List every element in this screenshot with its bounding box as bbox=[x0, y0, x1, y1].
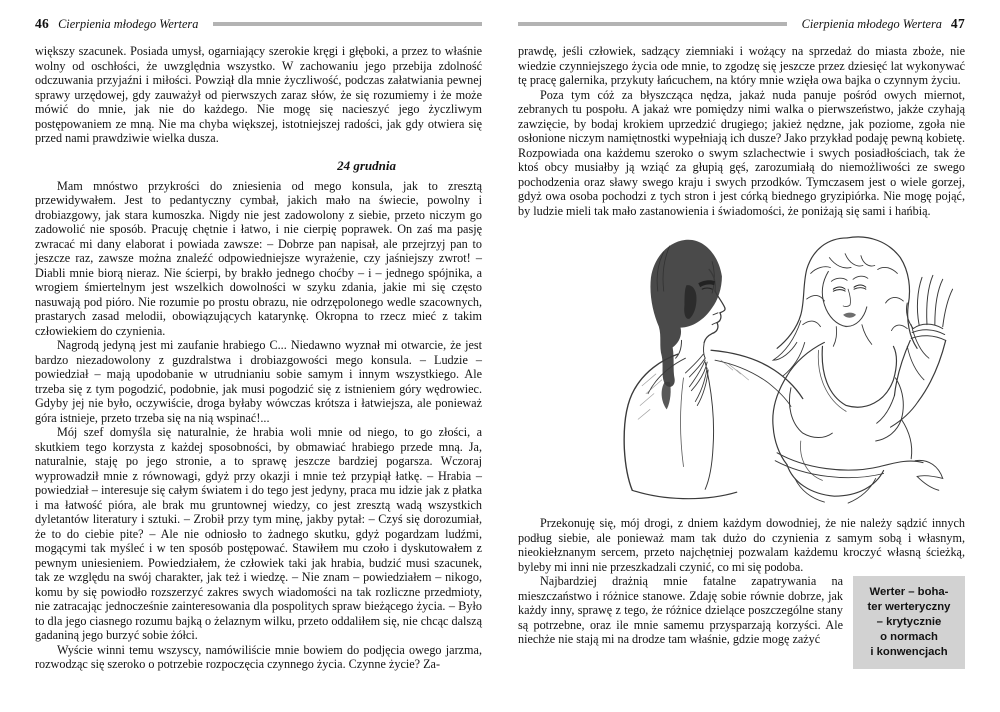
page-number: 47 bbox=[950, 16, 965, 31]
header-rule bbox=[213, 22, 482, 26]
page-right bbox=[518, 0, 965, 712]
margin-note-line: i konwencjach bbox=[870, 646, 948, 658]
pencil-sketch-man-and-woman bbox=[618, 232, 954, 508]
running-title: Cierpienia młodego Wertera bbox=[801, 16, 942, 31]
page-number: 46 bbox=[35, 16, 50, 31]
margin-note bbox=[853, 576, 965, 669]
margin-note-line: – krytycznie bbox=[876, 616, 942, 628]
page-left bbox=[35, 0, 482, 712]
page-body bbox=[35, 44, 482, 672]
body-paragraph: Nagrodą jedyną jest mi zaufanie hrabiego C... Niedawno wyznał mi otwarcie, że jest bardzo niezadowolony z guzdralstwa i drobiazgowości mego konsula. – Ludzie – powiedział – mają upodobanie w utrudnianiu sobie samym i innym wszystkiego. Ale trzeba się z tym pogodzić, podobnie, jak musi pogodzić się z istnieniem góry wędrowiec. Gdyby jej nie było, oczywiście, droga byłaby wówczas krótsza i łatwiejsza, ale ponieważ góra istnieje, przeto trzeba się na nią wspinać!... bbox=[35, 338, 482, 425]
body-paragraph bbox=[518, 574, 965, 658]
margin-note-line: o normach bbox=[880, 631, 938, 643]
body-paragraph: Poza tym cóż za błyszcząca nędza, jakaż nuda panuje pośród owych miernot, zebranych tu pospołu. A jakaż wre pomiędzy nimi walka o pierwszeństwo, jakże czyhają zawzięcie, by bodaj krokiem uprzedzić drugiego; jakież nędzne, jak poziome, zgoła nie osłonione niczym namiętnostki wypełniają ich dusze? Jako przykład podaję pewną kobietę. Rozpowiada ona każdemu szeroko o swym szlachectwie i swych posiadłościach, tak że ktoś obcy musiałby ją wziąć za głupią gęś, zarozumiałą do niemożliwości ze swego pochodzenia oraz sławy swego kraju i swych przodków. Tymczasem jest o wiele gorzej, gdyż owa osoba pochodzi z tych stron i jest córką biednego gryzipiórka. Nie mogę pojąć, by ludzie mieli tak mało zastanowienia i świadomości, że poniżają się sami i hańbią. bbox=[518, 87, 965, 218]
man-figure bbox=[624, 240, 803, 499]
body-paragraph: Mój szef domyśla się naturalnie, że hrabia woli mnie od niego, to go złości, a skutkiem tego korzysta z każdej sposobności, by obmawiać hrabiego przede mną. Ja, naturalnie, staję po jego stronie, a to sprawę jeszcze bardziej pogarsza. Wczoraj wyprowadził mnie z równowagi, gdyż przy okazji i mnie też przypiął łatkę. – Hrabia – powiedział – interesuje się całym światem i do tego jest jedyny, praca mu idzie jak z płatka i ma łatwość pióra, ale brak mu gruntownej wiedzy, co jest zresztą wadą wszystkich dyletantów literatury i sztuki. – Zrobił przy tym minę, jakby pytał: – Czyś się dorozumiał, że to do ciebie pite? – Ale nie odniosło to żadnego skutku, gdyż pogardzam ludźmi, mogącymi tak myśleć i w ten sposób postępować. Stawiłem mu czoło i dyskutowałem z pewnym uniesieniem. Powiedziałem, że człowiek taki jak hrabia, budzić musi szacunek, tak ze względu na swój charakter, jak też i wiedzę. – Nie znam – powiedziałem – nikogo, komu by się powiodło rozszerzyć zakres swych wiadomości na tak rozliczne przedmioty, nie zatracając jednocześnie zainteresowania dla pospolitych spraw bieżącego życia. – Było to dla jego ciasnego rozumu bajką o żelaznym wilku, przeto oddaliłem się, nie chcąc dalszą gadaniną jego burzyć sobie żółci. bbox=[35, 425, 482, 642]
margin-note-line: Werter – boha- bbox=[869, 586, 949, 598]
body-paragraph: Wyście winni temu wszyscy, namówiliście mnie bowiem do podjęcia owego jarzma, rozwodząc się szeroko o potrzebie rozpoczęcia czynnego życia. Czynne życie? Za- bbox=[35, 642, 482, 671]
margin-note-line: ter werteryczny bbox=[867, 601, 951, 613]
werther-illustration bbox=[618, 232, 954, 508]
date-heading: 24 grudnia bbox=[337, 157, 396, 173]
header-rule bbox=[518, 22, 787, 26]
page-header bbox=[35, 17, 482, 31]
page-body bbox=[518, 44, 965, 658]
body-paragraph: prawdę, jeśli człowiek, sadzący ziemniaki i wożący na sprzedaż do miasta zboże, nie wiedzie czynniejszego życia ode mnie, to zgodzę się jeszcze przez dziesięć lat wykonywać tę pracę galernika, przykuty łańcuchem, na który mnie wzięła owa bajka o czynnym życiu. bbox=[518, 44, 965, 87]
body-paragraph: większy szacunek. Posiada umysł, ogarniający szerokie kręgi i głęboki, a przez to właśnie wolny od oschłości, że uwzględnia wszystko. W zachowaniu jego przebija zdolność odczuwania przyjaźni i miłości. Powziął dla mnie życzliwość, podczas załatwiania pewnej sprawy urzędowej, gdy zauważył od pierwszych zaraz słów, że się rozumiemy i że może mówić do mnie, jak nie do każdego. Nie mogę się nacieszyć jego życzliwym postępowaniem ze mną. Nie ma chyba większej, istotniejszej radości, jak gdy otwiera się przed nami prawdziwie wielka dusza. bbox=[35, 44, 482, 145]
body-paragraph: Mam mnóstwo przykrości do zniesienia od mego konsula, jak to zresztą przewidywałem. Jest to pedantyczny cymbał, jakich mało na świecie, powolny i drobiazgowy, jak stara kumoszka. Nigdy nie jest zadowolony z siebie, przeto niczym go zadowolić nie sposób. Pracuję chętnie i łatwo, i nie cierpię poprawek. On zaś ma pasję zwracać mi dany elaborat i powiada zawsze: – Dobrze pan napisał, ale przejrzyj pan to jeszcze raz, zawsze można znaleźć odpowiedniejsze wyrażenie, czy jaśniejszy zwrot! – Diabli mnie biorą nieraz. Nie ścierpi, by brakło jednego choćby – i – jednego spójnika, a wrogiem śmiertelnym jest wszelkich dowolności w szyku zdania, jakie mi się często nasuwają pod pióro. Nie rozumie po prostu obrazu, nie odrzępolonego wedle szacownych, prastarych zasad melodii, obowiązujących katarynkę. Okropna to rzecz mieć z takim człowiekiem do czynienia. bbox=[35, 178, 482, 338]
page-header bbox=[518, 17, 965, 31]
body-paragraph-text: Najbardziej drażnią mnie fatalne zapatrywania na mieszczaństwo i różnice stanowe. Zdaję sobie równie dobrze, jak każdy inny, sprawę z tego, że różnice dzielące poszczególne stany są potrzebne, oraz ile mnie samemu przysparzają korzyści. Ale niechże nie stają mi na drodze tam właśnie, gdzie mogę zażyć bbox=[518, 574, 843, 646]
woman-figure bbox=[773, 237, 953, 503]
running-title: Cierpienia młodego Wertera bbox=[58, 16, 199, 31]
body-paragraph: Przekonuję się, mój drogi, z dniem każdym dowodniej, że nie należy sądzić innych podług siebie, ale ponieważ mam tak dużo do czynienia z samym sobą i własnym, nieokiełznanym sercem, przeto najchętniej pozwalam każdemu kroczyć własną ścieżką, byleby mi inni nie przeszkadzali czynić, co mi się podoba. bbox=[518, 516, 965, 574]
